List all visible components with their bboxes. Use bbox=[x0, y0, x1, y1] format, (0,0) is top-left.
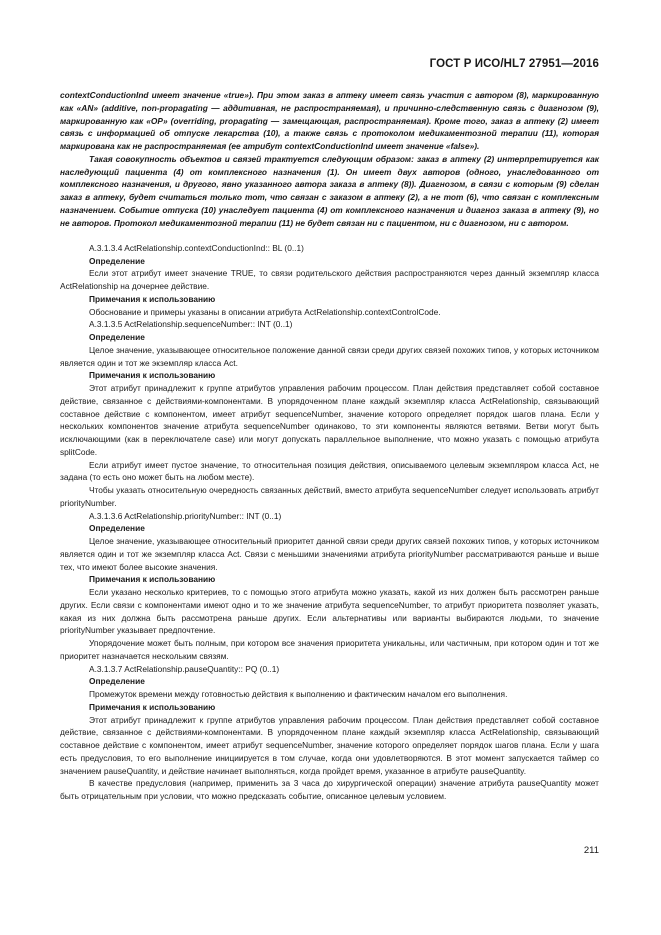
paragraph-example-continuation: contextConductionInd имеет значение «true»). При этом заказ в аптеку имеет связь участия с автором (8), маркированную как «AN» (additive, non-propagating — аддитивная, не распространяемая), и причинно-следственную связь с диагнозом (9), маркированную как «OP» (overriding, propagating — замещающая, распространяемая). Кроме того, заказ в аптеку (2) имеет связь с информацией об отпуске лекарства (10), а также связь с протоколом медикаментозной терапии (11), которая маркирована как не распространяемая (ее атрибут contextConductionInd имеет значение «false»). bbox=[60, 90, 599, 151]
definition-text: Промежуток времени между готовностью действия к выполнению и фактическим началом его выполнения. bbox=[89, 689, 508, 699]
section-heading-context-conduction-ind: A.3.1.3.4 ActRelationship.contextConductionInd:: BL (0..1) bbox=[89, 242, 304, 253]
usage-notes-text: Чтобы указать относительную очередность связанных действий, вместо атрибута sequenceNumber следует использовать атрибут priorityNumber. bbox=[60, 485, 599, 508]
usage-notes-heading: Примечания к использованию bbox=[89, 370, 216, 381]
usage-notes-heading: Примечания к использованию bbox=[89, 701, 216, 712]
usage-notes-text: Если атрибут имеет пустое значение, то относительная позиция действия, описываемого целевым экземпляром класса Act, не задана (то есть оно может быть на любом месте). bbox=[60, 459, 599, 483]
definition-heading: Определение bbox=[89, 332, 145, 342]
usage-notes-text: Упорядочение может быть полным, при котором все значения приоритета уникальны, или частичным, при котором один и тот же приоритет назначается нескольким связям. bbox=[60, 638, 599, 661]
definition-text: Если этот атрибут имеет значение TRUE, то связи родительского действия распространяются через данный экземпляр класса ActRelationship на дочернее действие. bbox=[60, 268, 599, 291]
definition-heading: Определение bbox=[89, 255, 145, 266]
usage-notes-heading: Примечания к использованию bbox=[89, 293, 216, 304]
page-body bbox=[60, 89, 599, 803]
definition-text: Целое значение, указывающее относительный приоритет данной связи среди других связей похожих типов, у которых источником является один и тот же экземпляр класса Act. Связи с меньшими значениями атрибута priorityNumber рассматриваются раньше и выше тех, что имеют более высокие значения. bbox=[60, 536, 599, 572]
paragraph-example-interpretation: Такая совокупность объектов и связей трактуется следующим образом: заказ в аптеку (2) интерпретируется как наследующий пациента (4) от комплексного назначения (1). Он имеет двух авторов (одного, унаследованного от комплексного назначения, и другого, явно указанного автора заказа в аптеку (8)). Диагнозом, в связи с которым (9) сделан заказ в аптеку, будет считаться только тот, что связан с заказом в аптеку (2), а не тот (6), что связан с комплексным назначением. Событие отпуска (10) унаследует пациента (4) от комплексного назначения и диагноз заказа в аптеку (9), но не авторов. Протокол медикаментозной терапии (11) не будет связан ни с пациентом, ни с диагнозом, ни с автором. bbox=[60, 153, 599, 228]
usage-notes-heading: Примечания к использованию bbox=[89, 574, 216, 585]
definition-heading: Определение bbox=[89, 676, 145, 687]
section-heading-pause-quantity: A.3.1.3.7 ActRelationship.pauseQuantity:: PQ (0..1) bbox=[89, 663, 280, 674]
page-number: 211 bbox=[583, 845, 599, 856]
definition-text: Целое значение, указывающее относительное положение данной связи среди других связей похожих типов, у которых источником является один и тот же экземпляр класса Act. bbox=[60, 344, 599, 368]
usage-notes-text: Если указано несколько критериев, то с помощью этого атрибута можно указать, какой из них должен быть рассмотрен раньше других. Если связи с компонентами имеют одно и то же значение атрибута sequenceNumber, то атрибут приоритета позволяет указать, какая из них должна быть рассмотрена раньше других. Если альтернативы или варианты выбираются людьми, то значение priorityNumber указывает предпочтение. bbox=[60, 587, 599, 636]
standard-header: ГОСТ Р ИСО/HL7 27951—2016 bbox=[429, 58, 599, 70]
usage-notes-text: Обоснование и примеры указаны в описании атрибута ActRelationship.contextControlCode. bbox=[89, 306, 441, 317]
definition-heading: Определение bbox=[89, 523, 145, 534]
usage-notes-text: Этот атрибут принадлежит к группе атрибутов управления рабочим процессом. План действия представляет собой составное действие, связанное с действиями-компонентами. В упорядоченном плане каждый экземпляр класса ActRelationship, связывающий составное действие с компонентом, имеет атрибут sequenceNumber, значение которого определяет порядок шагов плана. Если у нескольких компонентов значение атрибута sequenceNumber одинаково, то эти компоненты являются ветвями. Ветви могут быть исключающими (как в переключателе case) или могут допускать параллельное выполнение, что можно указать с помощью атрибута splitCode. bbox=[60, 383, 599, 457]
section-heading-priority-number: A.3.1.3.6 ActRelationship.priorityNumber:: INT (0..1) bbox=[89, 510, 282, 521]
usage-notes-text: Этот атрибут принадлежит к группе атрибутов управления рабочим процессом. План действия представляет собой составное действие, связанное с действиями-компонентами. В упорядоченном плане каждый экземпляр класса ActRelationship, связывающий составное действие с компонентом, имеет атрибут sequenceNumber, значение которого определяет порядок шагов плана. Если у шага есть предусловия, то его выполнение инициируется в том случае, когда они удовлетворяются. В этот момент запускается таймер со значением pauseQuantity, и действие начинает выполняться, когда пройдет время, указанное в атрибуте pauseQuantity. bbox=[60, 714, 599, 776]
section-heading-sequence-number: A.3.1.3.5 ActRelationship.sequenceNumber:: INT (0..1) bbox=[89, 319, 293, 330]
usage-notes-text: В качестве предусловия (например, применить за 3 часа до хирургической операции) значение атрибута pauseQuantity может быть отрицательным при условии, что можно предсказать событие, описанное целевым условием. bbox=[60, 778, 599, 801]
